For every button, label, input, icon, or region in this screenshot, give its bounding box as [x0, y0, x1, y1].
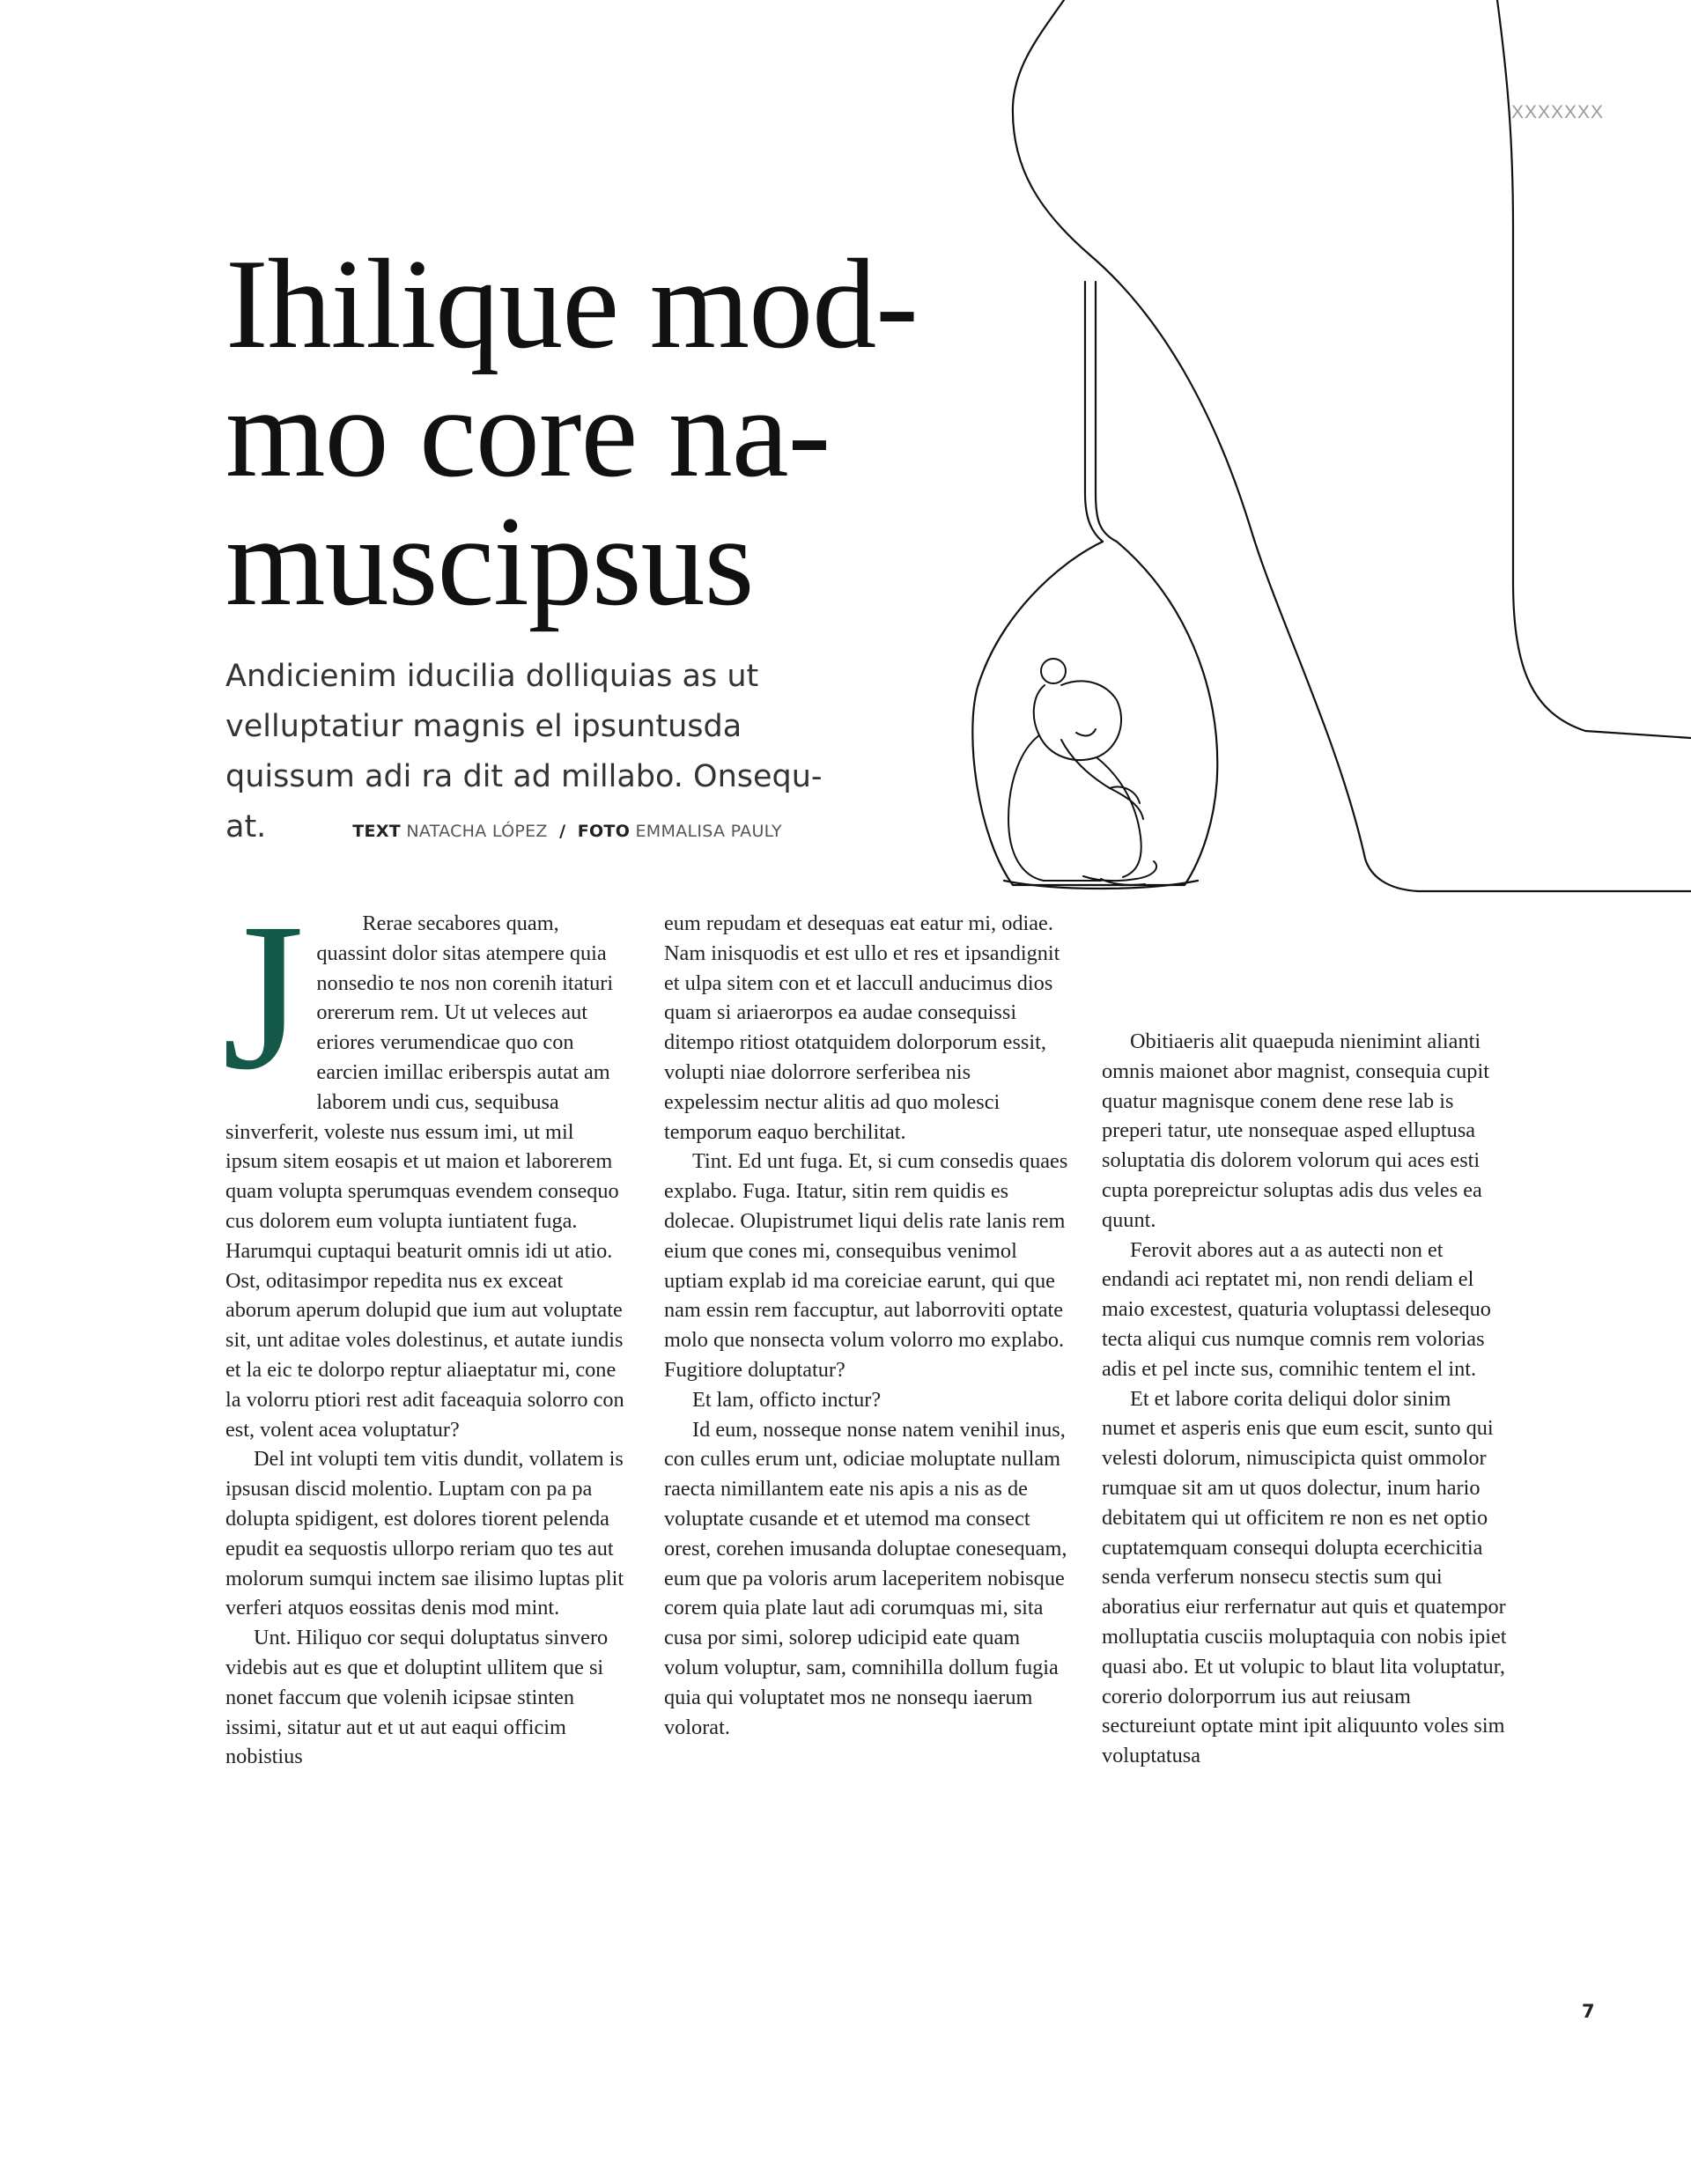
paragraph: Et et labore corita deliqui dolor sinim numet et asperis enis que eum escit, sunto qui velesti dolorum, nimuscipicta quist ommolor rumquae sit am ut quos dolectur, inum hario debitatem qui ut officitem re non es net optio cuptatemquam consequi dolupta ecerchicitia senda verferum nonsecu stectis sum qui aboratius eiur rerfernatur aut quis et quatempor molluptatia cusciis moluptaquia con nobis ipiet quasi abo. Et ut volupic to blaut lita voluptatur, corerio dolorporrum ius aut reiusam sectureiunt optate mint ipit aliquunto voles sim voluptatusa	[1102, 1386, 1507, 1768]
article-lede	[225, 652, 860, 857]
paragraph: Tint. Ed unt fuga. Et, si cum consedis quaes explabo. Fuga. Itatur, sitin rem quidis es dolecae. Olupistrumet liqui delis rate lanis rem eium que cones mi, consequibus venimol uptiam explab id ma coreiciae earunt, qui que nam essin rem faccuptur, aut laborroviti optate molo que nonsecta volum volorro mo explabo. Fugitiore doluptatur?	[664, 1149, 1068, 1382]
section-tag: XXXXXXX	[1511, 102, 1605, 122]
paragraph: eum repudam et desequas eat eatur mi, odiae. Nam inisquodis et est ullo et res et ipsandignit et ulpa sitem con et et laccull anducimus dios quam si ariaerorpos ea audae consequissi ditempo ritiost otatquidem dolorporum essit, volupti niae dolorrore serferibea nis expelessim nectur alitis ad quo molesci temporum eaquo berchilitat.	[664, 911, 1060, 1144]
title-line: mo core na-	[225, 361, 831, 504]
article-title	[225, 232, 983, 632]
paragraph: Unt. Hiliquo cor sequi doluptatus sinvero videbis aut es que et doluptint ullitem que si nonet faccum que volenih icipsae stinten issimi, sitatur aut et ut aut eaqui officim nobistius	[225, 1626, 609, 1769]
crouching-figure-icon	[1008, 659, 1156, 885]
lede-last-line	[225, 802, 860, 857]
credit-separator: /	[559, 822, 566, 841]
title-line: muscipsus	[225, 490, 754, 632]
lede-line: velluptatiur magnis el ipsuntusda	[225, 709, 742, 744]
glass-stem	[1085, 282, 1103, 542]
paragraph: Del int volupti tem vitis dundit, vollatem is ipsusan discid molentio. Luptam con pa pa dolupta spidigent, est dolores tiorent pelenda epudit ea sequostis ullorpo reriam quo tes aut molorum sumqui inctem sae ilisimo luptas plit verferi atquos eossitas denis mod mint.	[225, 1447, 624, 1620]
body-column-2	[664, 909, 1069, 1742]
glass-stem-right	[1096, 282, 1117, 542]
paragraph: Id eum, nosseque nonse natem venihil inus, con culles erum unt, odiciae moluptate nullam raecta nimillantem eate nis apis a nis as de voluptate cusande et et utemod ma consect orest, corehen imusanda doluptae conesequam, eum que pa voloris arum laceperitem nobisque corem quia plate laut adi corumquas mi, sita cusa por simi, solorep udicipid eate quam volum voluptur, sam, comnihilla dollum fugia quia qui voluptatet mos ne nonsequ iaerum volorat.	[664, 1417, 1067, 1739]
leg-outline-left	[1013, 0, 1691, 891]
paragraph: Obitiaeris alit quaepuda nienimint alianti omnis maionet abor magnist, consequia cupit quatur magnisque conem dene rese lab is preperi tatur, ute nonsequae asped elluptusa soluptatia dis dolorem volorum qui aces esti cupta porepreictur soluptas adis dus veles ea quunt.	[1102, 1029, 1489, 1232]
lede-line: Andicienim iducilia dolliquias as ut	[225, 659, 759, 694]
body-column-1	[222, 879, 631, 1772]
author-name: NATACHA LÓPEZ	[406, 822, 548, 841]
body-column-3	[1102, 1027, 1507, 1771]
leg-outline-right	[1497, 0, 1691, 738]
paragraph: Ferovit abores aut a as autecti non et endandi aci reptatet mi, non rendi deliam el maio excestest, quaturia voluptassi delesequo tecta aliqui cus numque comnis rem volorias adis et pel incte sus, comnihic tentem el int.	[1102, 1237, 1491, 1381]
title-line: Ihilique mod-	[225, 232, 918, 375]
photo-label: FOTO	[577, 822, 631, 841]
lede-line: at.	[225, 809, 267, 845]
drop-cap: J	[222, 879, 305, 1113]
text-label: TEXT	[352, 822, 402, 841]
byline	[352, 807, 782, 857]
paragraph: Rerae secabores quam, quassint dolor sitas atempere quia nonsedio te nos non corenih itaturi orererum rem. Ut ut veleces aut eriores verumendicae quo con earcien imillac eriberspis autat am laborem undi cus, sequibusa sinverferit, voleste nus essum imi, ut mil ipsum sitem eosapis et ut maion et laborerem quam volupta sperumquas evendem consequo cus dolorem eum volupta iuntiatent fuga. Harumqui cuptaqui beaturit omnis idi ut atio. Ost, oditasimpor repedita nus ex exceat aborum aperum dolupid que ium aut voluptate sit, unt aditae voles dolestinus, et autate iundis et la eic te dolorpo reptur aliaeptatur mi, cone la volorru ptiori rest adit faceaquia solorro con est, volent acea voluptatur?	[225, 911, 624, 1442]
paragraph: Et lam, officto inctur?	[692, 1387, 882, 1412]
page-number: 7	[1582, 2001, 1595, 2022]
lede-line: quissum adi ra dit ad millabo. Onsequ-	[225, 759, 823, 794]
photographer-name: EMMALISA PAULY	[635, 822, 782, 841]
